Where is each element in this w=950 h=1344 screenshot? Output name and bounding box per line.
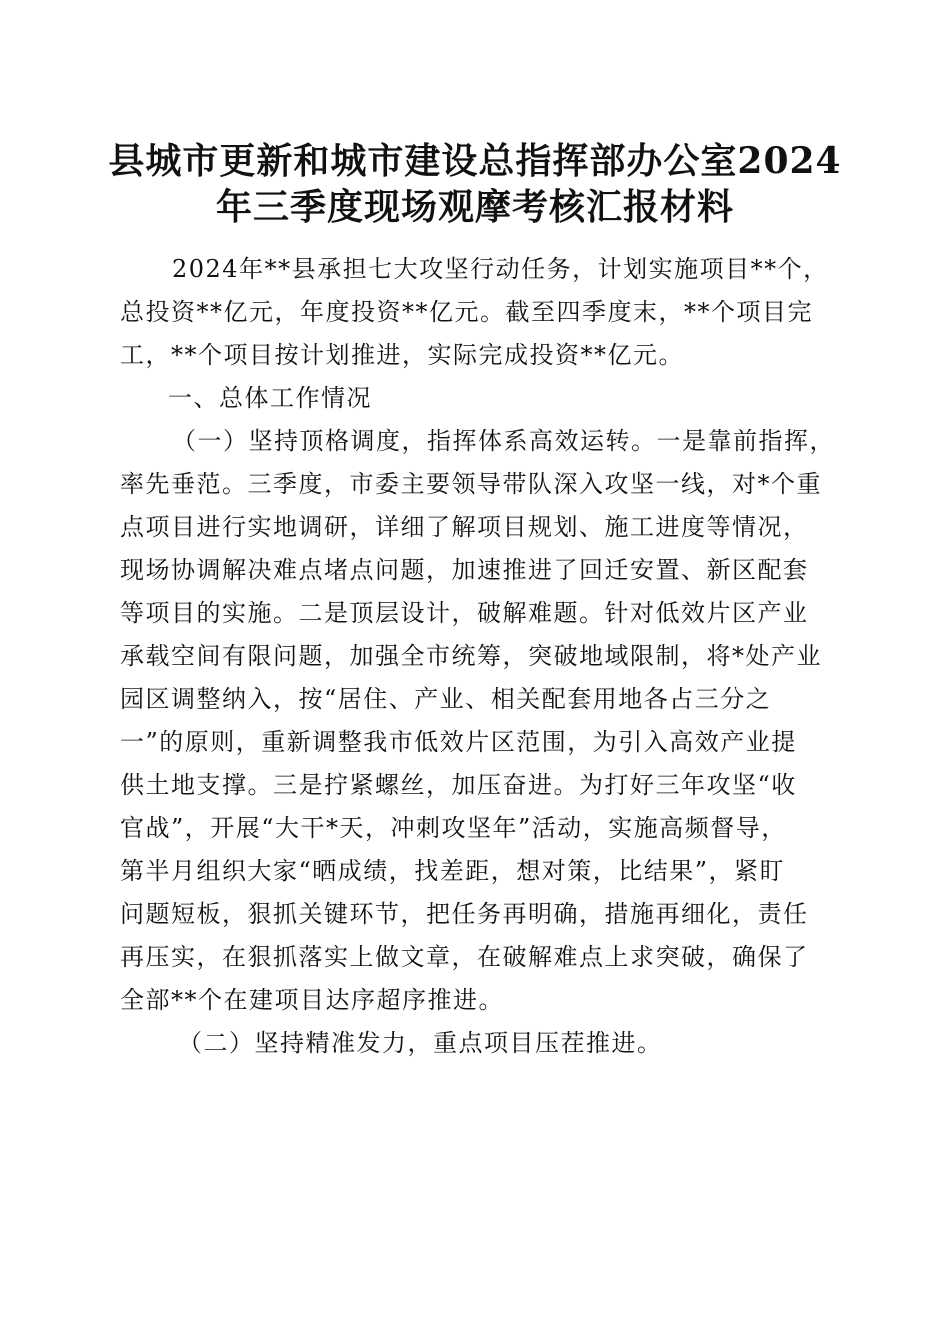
title-line-2: 年三季度现场观摩考核汇报材料	[215, 186, 734, 228]
subsection-1-line-2: 率先垂范。三季度，市委主要领导带队深入攻坚一线，对*个重	[120, 470, 822, 498]
subsection-1-line-5: 等项目的实施。二是顶层设计，破解难题。针对低效片区产业	[120, 599, 809, 627]
intro-line-2: 总投资**亿元，年度投资**亿元。截至四季度末，**个项目完	[120, 298, 813, 326]
subsection-1-line-11: 第半月组织大家“晒成绩，找差距，想对策，比结果”，紧盯	[120, 857, 786, 885]
subsection-1-line-12: 问题短板，狠抓关键环节，把任务再明确，措施再细化，责任	[120, 900, 809, 928]
subsection-1-line-9: 供土地支撑。三是拧紧螺丝，加压奋进。为打好三年攻坚“收	[120, 771, 797, 799]
subsection-1-line-8: 一”的原则，重新调整我市低效片区范围，为引入高效产业提	[120, 728, 797, 756]
intro-line-3: 工，**个项目按计划推进，实际完成投资**亿元。	[120, 341, 684, 369]
subsection-1-line-7: 园区调整纳入，按“居住、产业、相关配套用地各占三分之	[120, 685, 772, 713]
subsection-1-line-3: 点项目进行实地调研，详细了解项目规划、施工进度等情况，	[120, 513, 809, 541]
subsection-1-line-13: 再压实，在狠抓落实上做文章，在破解难点上求突破，确保了	[120, 943, 809, 971]
subsection-1-line-14: 全部**个在建项目达序超序推进。	[120, 986, 504, 1014]
subsection-1-line-1: （一）坚持顶格调度，指挥体系高效运转。一是靠前指挥，	[172, 427, 835, 455]
intro-line-1: 2024年**县承担七大攻坚行动任务，计划实施项目**个，	[172, 255, 829, 283]
subsection-1-line-10: 官战”，开展“大干*天，冲刺攻坚年”活动，实施高频督导，	[120, 814, 787, 842]
subsection-2-heading: （二）坚持精准发力，重点项目压茬推进。	[178, 1029, 663, 1057]
document-body	[120, 248, 835, 1065]
subsection-1-line-4: 现场协调解决难点堵点问题，加速推进了回迁安置、新区配套	[120, 556, 809, 584]
subsection-1-line-6: 承载空间有限问题，加强全市统筹，突破地域限制，将*处产业	[120, 642, 822, 670]
title-line-1: 县城市更新和城市建设总指挥部办公室2024	[108, 140, 842, 182]
section-1-heading: 一、总体工作情况	[168, 384, 372, 412]
document-title	[100, 138, 850, 230]
